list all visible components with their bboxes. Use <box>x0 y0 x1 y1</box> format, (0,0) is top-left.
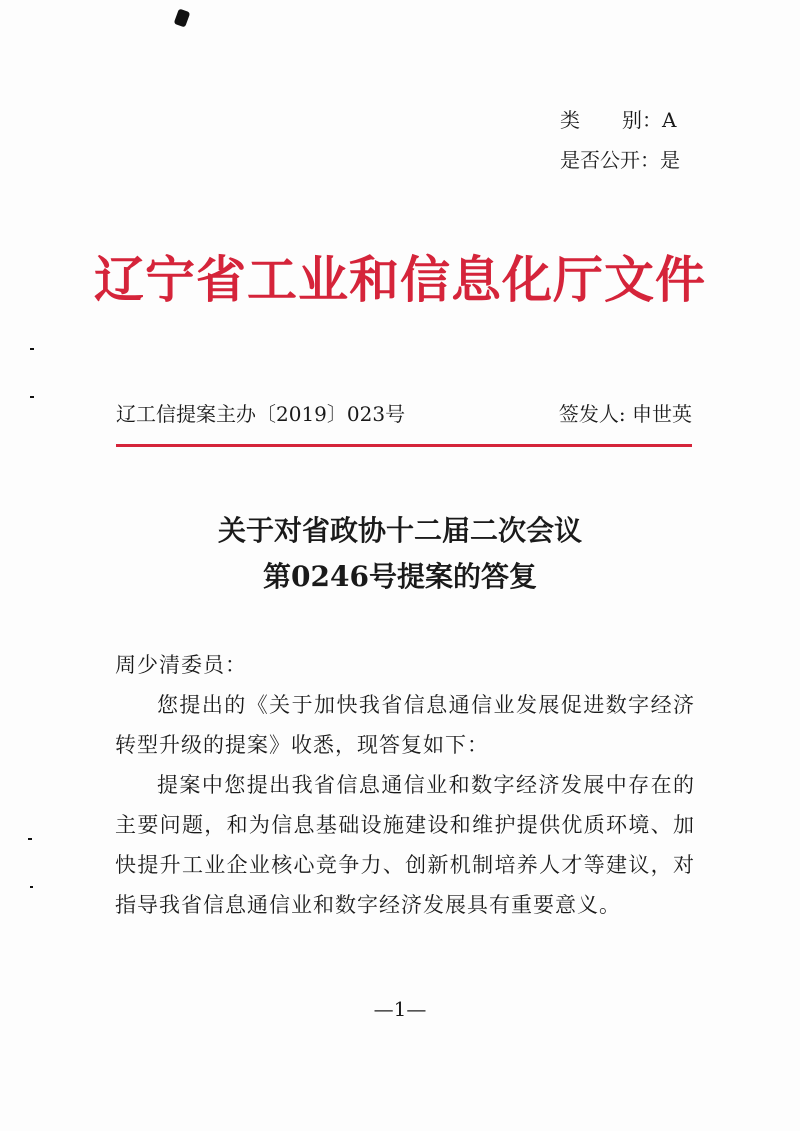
category-value: A <box>662 108 677 132</box>
category-label <box>560 100 642 140</box>
category-row <box>560 100 760 140</box>
page-number: —1— <box>373 997 427 1021</box>
subject-line-1: 关于对省政协十二届二次会议 <box>217 514 582 547</box>
public-row <box>560 140 760 180</box>
header-divider <box>116 444 692 447</box>
scan-artifact-dot <box>30 396 34 398</box>
category-label-char: 类 <box>560 108 580 132</box>
document-header-title: 辽宁省工业和信息化厅文件 <box>94 251 706 309</box>
document-number: 辽工信提案主办〔2019〕023号 <box>116 402 406 426</box>
classification-block <box>560 100 760 180</box>
public-value: 是 <box>660 148 680 172</box>
scan-artifact-dot <box>30 886 33 888</box>
signer: 签发人: 申世英 <box>558 402 692 426</box>
public-label: 是否公开： <box>560 148 660 172</box>
body-paragraph-1: 您提出的《关于加快我省信息通信业发展促进数字经济转型升级的提案》收悉，现答复如下： <box>115 693 695 757</box>
category-label-char: 别 <box>622 108 642 132</box>
scan-artifact-dot <box>30 348 34 350</box>
scan-artifact-mark <box>174 8 191 27</box>
document-subject <box>0 508 800 600</box>
document-number-line <box>116 398 692 427</box>
category-colon: ： <box>642 108 662 132</box>
body-paragraph-2: 提案中您提出我省信息通信业和数字经济发展中存在的主要问题，和为信息基础设施建设和维护提供优质环境、加快提升工业企业核心竞争力、创新机制培养人才等建议，对指导我省信息通信业和数字经济发展具有重要意义。 <box>115 773 695 917</box>
scan-artifact-dot <box>28 838 32 840</box>
document-body <box>115 645 695 925</box>
salutation: 周少清委员： <box>115 653 247 677</box>
subject-line-2: 第0246号提案的答复 <box>263 560 537 593</box>
